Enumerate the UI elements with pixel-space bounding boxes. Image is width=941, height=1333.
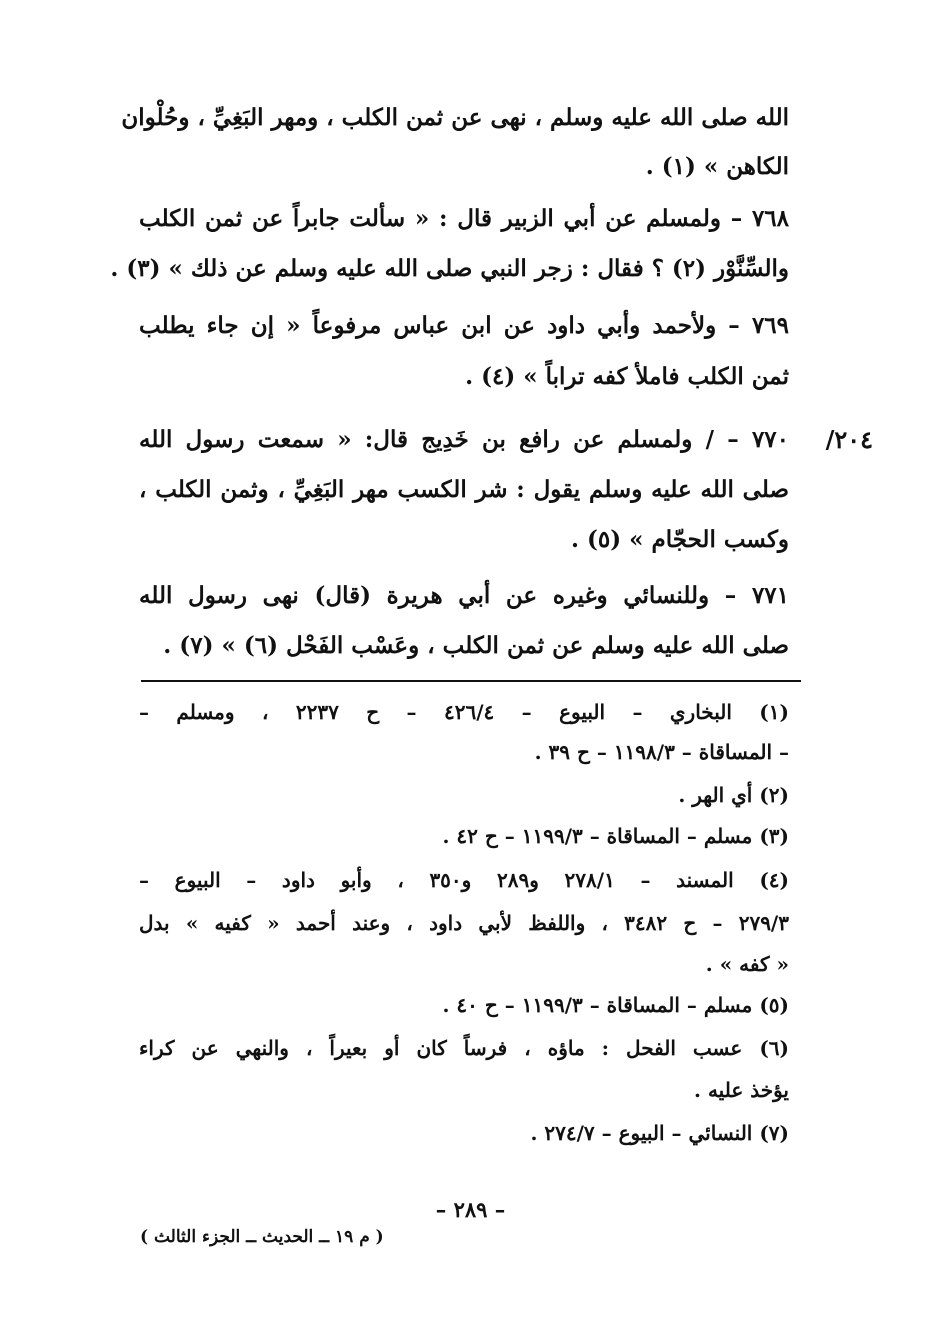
main-text-line: صلى الله عليه وسلم عن ثمن الكلب ، وعَسْب الفَحْل (٦) » (٧) .: [163, 632, 789, 659]
main-text-line: الله صلى الله عليه وسلم ، نهى عن ثمن الكلب ، ومهر البَغِيِّ ، وحُلْوان: [121, 104, 789, 131]
hadith-770-line: ٧٧٠ – / ولمسلم عن رافع بن خَدِيج قال: « سمعت رسول الله: [139, 426, 789, 453]
footnote-line: (٧) النسائي – البيوع – ٢٧٤/٧ .: [530, 1121, 789, 1145]
footnote-line: ٢٧٩/٣ – ح ٣٤٨٢ ، واللفظ لأبي داود ، وعند أحمد « كفيه » بدل: [139, 911, 789, 935]
footnote-line: « كفه » .: [705, 952, 789, 976]
footnote-line: (٢) أي الهر .: [678, 783, 789, 807]
footnote-line: (٥) مسلم – المساقاة – ١١٩٩/٣ – ح ٤٠ .: [442, 993, 789, 1017]
hadith-768-line: ٧٦٨ – ولمسلم عن أبي الزبير قال : « سألت جابراً عن ثمن الكلب: [139, 205, 789, 232]
footnote-line: (١) البخاري – البيوع – ٤٢٦/٤ – ح ٢٢٣٧ ، ومسلم –: [139, 700, 789, 724]
footnote-line: يؤخذ عليه .: [694, 1078, 789, 1102]
main-text-line: ثمن الكلب فاملأ كفه تراباً » (٤) .: [465, 363, 789, 390]
main-text-line: الكاهن » (١) .: [645, 153, 789, 180]
main-text-line: وكسب الحجّام » (٥) .: [570, 526, 789, 553]
footnote-line: (٣) مسلم – المساقاة – ١١٩٩/٣ – ح ٤٢ .: [442, 824, 789, 848]
hadith-769-line: ٧٦٩ – ولأحمد وأبي داود عن ابن عباس مرفوعاً « إن جاء يطلب: [139, 312, 789, 339]
printer-signature: ( م ١٩ ــ الحديث ــ الجزء الثالث ): [140, 1227, 384, 1247]
main-text-line: والسِّنَّوْر (٢) ؟ فقال : زجر النبي صلى الله عليه وسلم عن ذلك » (٣) .: [110, 255, 789, 282]
main-text-line: صلى الله عليه وسلم يقول : شر الكسب مهر البَغِيِّ ، وثمن الكلب ،: [139, 476, 789, 503]
footnote-line: (٦) عسب الفحل : ماؤه ، فرساً كان أو بعيراً ، والنهي عن كراء: [139, 1036, 789, 1060]
margin-page-reference: ٢٠٤/: [825, 425, 873, 454]
hadith-771-line: ٧٧١ – وللنسائي وغيره عن أبي هريرة (قال) نهى رسول الله: [139, 582, 789, 609]
page-number: – ٢٨٩ –: [435, 1197, 506, 1222]
footnote-separator: [141, 680, 801, 682]
footnote-line: (٤) المسند – ٢٧٨/١ و٢٨٩ و٣٥٠ ، وأبو داود – البيوع –: [139, 868, 790, 892]
footnote-line: – المساقاة – ١١٩٨/٣ – ح ٣٩ .: [534, 740, 789, 764]
